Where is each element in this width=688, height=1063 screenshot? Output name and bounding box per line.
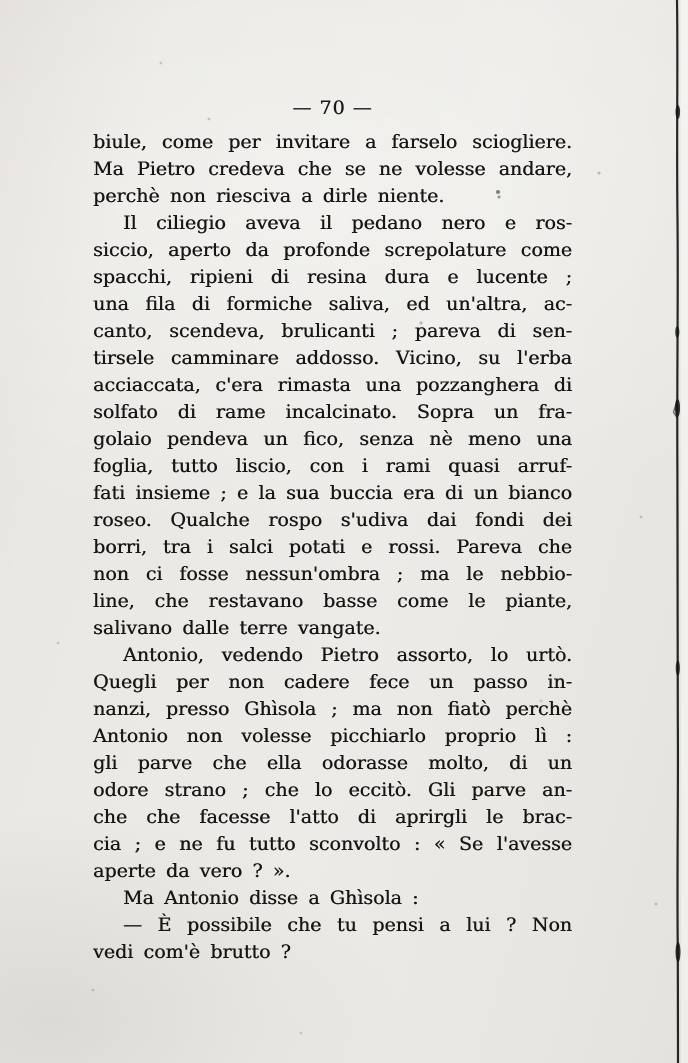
- text-line: line, che restavano basse come le piante,: [93, 590, 572, 612]
- text-line: — È possibile che tu pensi a lui ? Non: [123, 914, 572, 936]
- text-line: biule, come per invitare a farselo sciogliere.: [93, 131, 572, 153]
- text-line: Il ciliegio aveva il pedano nero e ros-: [123, 212, 572, 234]
- page-number: — 70 —: [292, 97, 373, 119]
- text-line: siccio, aperto da profonde screpolature come: [93, 239, 572, 261]
- text-block: [93, 129, 572, 966]
- text-line: nanzi, presso Ghìsola ; ma non fiatò perchè: [93, 698, 572, 720]
- text-line: salivano dalle terre vangate.: [93, 617, 381, 639]
- text-line: aperte da vero ? ».: [93, 860, 291, 882]
- text-line: odore strano ; che lo eccitò. Gli parve an-: [93, 779, 572, 801]
- text-line: roseo. Qualche rospo s'udiva dai fondi dei: [93, 509, 572, 531]
- text-line: Antonio non volesse picchiarlo proprio lì :: [93, 725, 572, 747]
- text-line: non ci fosse nessun'ombra ; ma le nebbio-: [93, 563, 572, 585]
- text-line: Quegli per non cadere fece un passo in-: [93, 671, 572, 693]
- text-line: Ma Pietro credeva che se ne volesse andare,: [93, 158, 572, 180]
- text-line: tirsele camminare addosso. Vicino, su l'erba: [93, 347, 572, 369]
- text-line: foglia, tutto liscio, con i rami quasi arruf-: [93, 455, 572, 477]
- text-line: borri, tra i salci potati e rossi. Pareva che: [93, 536, 572, 558]
- text-line: vedi com'è brutto ?: [93, 941, 291, 963]
- text-line: gli parve che ella odorasse molto, di un: [93, 752, 572, 774]
- text-line: golaio pendeva un fico, senza nè meno una: [93, 428, 572, 450]
- text-line: cia ; e ne fu tutto sconvolto : « Se l'avesse: [93, 833, 572, 855]
- scan-dust-specks: [0, 0, 2, 2]
- text-line: fati insieme ; e la sua buccia era di un bianco: [93, 482, 572, 504]
- text-line: acciaccata, c'era rimasta una pozzanghera di: [93, 374, 572, 396]
- text-line: Antonio, vedendo Pietro assorto, lo urtò.: [123, 644, 572, 666]
- text-line: una fila di formiche saliva, ed un'altra, ac-: [93, 293, 572, 315]
- text-line: perchè non riesciva a dirle niente.: [93, 185, 445, 207]
- text-line: che che facesse l'atto di aprirgli le brac-: [93, 806, 572, 828]
- text-line: solfato di rame incalcinato. Sopra un fra-: [93, 401, 572, 423]
- text-line: spacchi, ripieni di resina dura e lucente ;: [93, 266, 572, 288]
- text-line: canto, scendeva, brulicanti ; pareva di sen-: [93, 320, 572, 342]
- book-page-edge-line: [670, 0, 686, 1063]
- text-line: Ma Antonio disse a Ghìsola :: [123, 887, 419, 909]
